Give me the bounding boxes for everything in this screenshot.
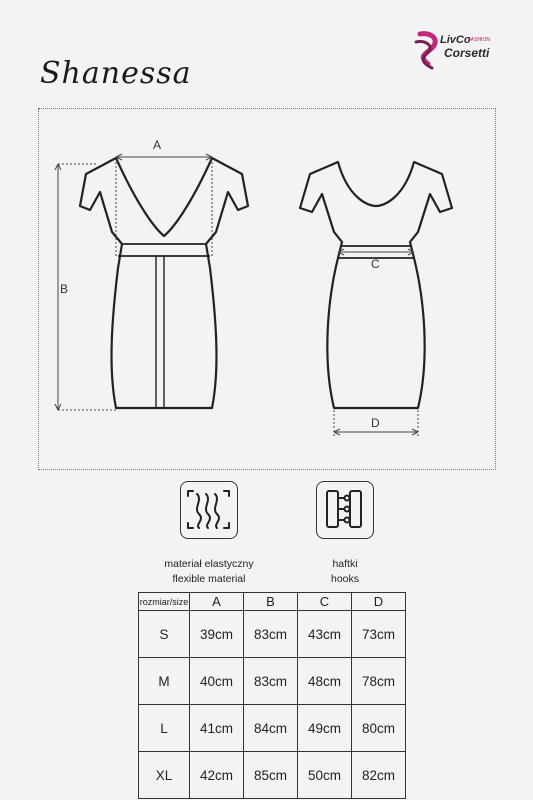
dimension-label-d: D bbox=[371, 416, 380, 430]
feature-label-hooks-en: hooks bbox=[330, 573, 360, 585]
feature-label-elastic bbox=[140, 557, 278, 587]
table-row bbox=[139, 658, 406, 705]
garment-diagram bbox=[38, 108, 496, 470]
elastic-material-icon bbox=[180, 481, 238, 539]
table-row bbox=[139, 752, 406, 799]
header-c: C bbox=[298, 593, 352, 611]
table-row bbox=[139, 705, 406, 752]
value-cell: 50cm bbox=[298, 752, 352, 799]
value-cell: 73cm bbox=[352, 611, 406, 658]
value-cell: 80cm bbox=[352, 705, 406, 752]
dimension-label-a: A bbox=[153, 138, 162, 152]
feature-label-hooks bbox=[300, 557, 390, 587]
logo-text-livco: LivCo bbox=[440, 34, 471, 46]
dimension-label-c: C bbox=[371, 257, 380, 271]
feature-label-elastic-pl: materiał elastyczny bbox=[164, 558, 254, 570]
hooks-icon bbox=[316, 481, 374, 539]
value-cell: 40cm bbox=[190, 658, 244, 705]
size-cell: M bbox=[139, 658, 190, 705]
feature-label-elastic-en: flexible material bbox=[172, 573, 246, 585]
size-cell: S bbox=[139, 611, 190, 658]
size-cell: L bbox=[139, 705, 190, 752]
header-a: A bbox=[190, 593, 244, 611]
header-b: B bbox=[244, 593, 298, 611]
front-view-drawing bbox=[80, 158, 248, 408]
value-cell: 42cm bbox=[190, 752, 244, 799]
header-d: D bbox=[352, 593, 406, 611]
size-table-header bbox=[139, 593, 406, 611]
value-cell: 85cm bbox=[244, 752, 298, 799]
value-cell: 78cm bbox=[352, 658, 406, 705]
value-cell: 39cm bbox=[190, 611, 244, 658]
value-cell: 83cm bbox=[244, 658, 298, 705]
value-cell: 82cm bbox=[352, 752, 406, 799]
brand-logo bbox=[414, 28, 506, 74]
dimension-lines bbox=[55, 154, 418, 438]
value-cell: 84cm bbox=[244, 705, 298, 752]
dimension-label-b: B bbox=[60, 282, 69, 296]
value-cell: 43cm bbox=[298, 611, 352, 658]
logo-text-corsetti: Corsetti bbox=[444, 46, 490, 60]
feature-label-hooks-pl: haftki bbox=[332, 558, 358, 570]
size-cell: XL bbox=[139, 752, 190, 799]
table-row bbox=[139, 611, 406, 658]
value-cell: 41cm bbox=[190, 705, 244, 752]
size-table bbox=[138, 592, 406, 799]
back-view-drawing bbox=[300, 162, 452, 408]
header-size: rozmiar/size bbox=[139, 593, 190, 611]
value-cell: 49cm bbox=[298, 705, 352, 752]
logo-text-fashion: FASHION bbox=[468, 37, 490, 43]
value-cell: 48cm bbox=[298, 658, 352, 705]
product-title: Shanessa bbox=[40, 56, 192, 91]
value-cell: 83cm bbox=[244, 611, 298, 658]
